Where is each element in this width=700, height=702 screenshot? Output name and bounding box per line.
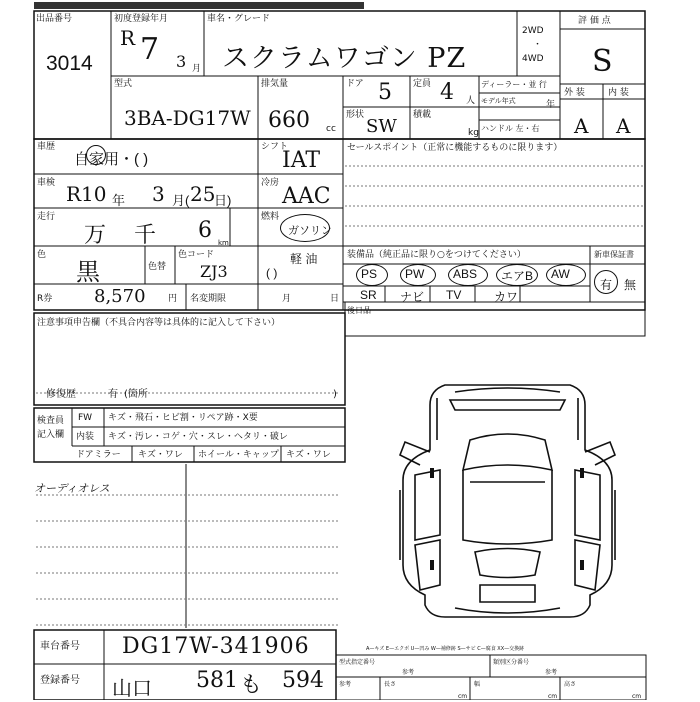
year-unit: 年	[546, 100, 556, 110]
inspection-month-unit: 月(	[172, 193, 190, 208]
name-change-month: 月	[282, 294, 292, 304]
type-label: 型式	[114, 79, 133, 89]
cert-sub-label: 類別区分番号	[493, 659, 530, 666]
equipment-item: ABS	[453, 267, 478, 281]
fuel-light: 軽 油	[290, 252, 318, 266]
model-grade: スクラムワゴン PZ	[222, 43, 467, 74]
model-grade-label: 車名・グレード	[207, 14, 271, 24]
disp-label: 排気量	[261, 79, 289, 89]
repair-label: 修復歴	[46, 389, 76, 400]
inspector-door-mirror: ドアミラー	[76, 450, 121, 460]
color-code: ZJ3	[200, 262, 228, 281]
cc-unit: cc	[326, 124, 336, 134]
dimension-ref: 参考	[339, 681, 352, 688]
interior-label: 内 装	[608, 88, 629, 98]
note-line-1: オーディオレス	[34, 482, 110, 495]
mileage-sen: 千	[134, 223, 157, 248]
recycle-label: R券	[37, 294, 53, 304]
inspector-wheel-cap-items: キズ・ワレ	[286, 450, 331, 460]
repair-close: )	[333, 389, 337, 400]
color-code-label: 色コード	[178, 250, 215, 260]
repair-place: (箇所	[124, 389, 148, 400]
warranty-circle	[594, 270, 618, 294]
model-year-label: モデル年式	[481, 97, 516, 105]
ac-label: 冷房	[261, 178, 280, 188]
usage-label: 車歴	[37, 142, 56, 152]
height-label: 高さ	[564, 681, 577, 688]
lot-no: 3014	[46, 52, 93, 75]
capacity-label: 定員	[413, 79, 432, 89]
equipment-item: エアB	[501, 269, 534, 283]
usage-circle	[86, 145, 106, 165]
inspection-month: 3	[152, 182, 165, 206]
length-unit: cm	[458, 693, 468, 700]
inspector-interior: 内装	[76, 432, 95, 442]
inspector-label-1: 検査員	[37, 416, 65, 426]
plate-kana: も	[240, 673, 263, 698]
drive-dot: ・	[533, 40, 543, 50]
inspector-door-mirror-items: キズ・ワレ	[138, 450, 183, 460]
mileage-label: 走行	[37, 212, 56, 222]
warranty-no: 無	[624, 278, 637, 292]
handle-label: ハンドル 左・右	[481, 124, 540, 133]
fuel-paren: ( )	[266, 266, 278, 280]
interior-grade: A	[616, 114, 631, 138]
equipment-item: ナビ	[400, 290, 425, 304]
shape-value: SW	[366, 116, 397, 137]
width-unit: cm	[548, 693, 558, 700]
new-car-label: 新車保証書	[594, 250, 634, 259]
inspection-day-unit: 日)	[214, 193, 232, 208]
equipment-item: AW	[551, 267, 570, 281]
shape-label: 形状	[346, 110, 365, 120]
cert-sub-ref: 参考	[545, 669, 558, 676]
inspector-interior-items: キズ・汚レ・コゲ・穴・スレ・ヘタリ・破レ	[108, 432, 288, 442]
name-change-label: 名変期限	[190, 294, 227, 304]
inspection-day: 25	[190, 182, 216, 206]
kg-unit: kg	[468, 128, 479, 138]
color-value: 黒	[76, 258, 100, 286]
warranty-yes: 有	[600, 278, 613, 292]
drive-4wd: 4WD	[522, 54, 544, 64]
equipment-item: PS	[361, 267, 378, 281]
plate-class: 581	[196, 668, 238, 693]
first-reg-label: 初度登録年月	[114, 14, 169, 24]
plate-area: 山口	[112, 676, 152, 700]
month-suffix: 月	[192, 64, 202, 74]
color-label: 色	[37, 250, 47, 260]
fuel-value: ガソリン	[288, 225, 332, 237]
damage-legend: A—キズ E—エクボ U—凹み W—補修跡 S—サビ C—腐食 XX—交換跡	[366, 646, 525, 652]
inspector-wheel-cap: ホイール・キャップ	[198, 450, 279, 460]
cert-ref: 参考	[402, 669, 415, 676]
score-label: 評 価 点	[578, 16, 611, 26]
recycle-value: 8,570	[94, 286, 146, 307]
exterior-label: 外 装	[564, 88, 585, 98]
car-diagram	[400, 385, 615, 617]
dealer-label: ディーラー・並 行	[481, 80, 547, 89]
fuel-label: 燃料	[261, 212, 280, 222]
inspection-label: 車検	[37, 178, 56, 188]
mileage-ones: 6	[198, 218, 212, 243]
drive-2wd: 2WD	[522, 26, 544, 36]
repair-value: 有	[108, 389, 118, 400]
shift-value: IAT	[282, 148, 321, 173]
equipment-item: TV	[446, 288, 462, 302]
width-label: 幅	[474, 681, 481, 688]
fuel-circle	[280, 214, 330, 242]
height-unit: cm	[632, 693, 642, 700]
usage-value: 自家用・( )	[74, 151, 149, 168]
inspection-year-unit: 年	[112, 193, 126, 208]
inspection-era: R10	[66, 182, 107, 206]
plate-no: 594	[282, 668, 324, 693]
load-label: 積載	[413, 110, 432, 120]
exterior-grade: A	[574, 114, 589, 138]
inspector-fw-items: キズ・飛石・ヒビ割・リペア跡・X要	[108, 413, 258, 423]
km-unit: km	[218, 239, 229, 247]
equipment-item: SR	[360, 288, 377, 302]
equipment-item: PW	[405, 267, 425, 281]
color-change-label: 色替	[148, 262, 167, 272]
inspector-fw: FW	[78, 413, 93, 423]
aftermarket-label: 後日品	[347, 306, 371, 315]
equipment-item: カワ	[494, 290, 519, 304]
chassis-label: 車台番号	[40, 641, 80, 652]
capacity-unit: 人	[466, 96, 476, 106]
equipment-label: 装備品（純正品に限り○をつけてください）	[347, 250, 526, 260]
first-reg-month: 3	[176, 52, 187, 71]
plate-label: 登録番号	[40, 675, 80, 686]
capacity-value: 4	[440, 80, 454, 105]
name-change-day: 日	[330, 294, 340, 304]
type-value: 3BA-DG17W	[124, 106, 251, 130]
notes-label: 注意事項申告欄（不具合内容等は具体的に記入して下さい）	[37, 318, 281, 328]
length-label: 長さ	[384, 681, 397, 688]
door-label: ドア	[346, 79, 364, 89]
yen-unit: 円	[168, 294, 178, 304]
chassis-value: DG17W-341906	[122, 634, 310, 659]
inspector-label-2: 記入欄	[37, 430, 65, 440]
lot-no-label: 出品番号	[36, 14, 73, 24]
door-value: 5	[378, 80, 392, 105]
first-reg-era: R	[120, 26, 136, 50]
cert-label: 型式指定番号	[339, 659, 376, 666]
first-reg-year: 7	[140, 32, 160, 67]
mileage-man: 万	[84, 223, 107, 248]
disp-value: 660	[268, 108, 310, 133]
score: S	[592, 44, 613, 79]
shift-label: シフト	[261, 142, 289, 152]
sales-point-label: セールスポイント（正常に機能するものに限ります）	[347, 143, 563, 153]
ac-value: AAC	[282, 184, 331, 209]
